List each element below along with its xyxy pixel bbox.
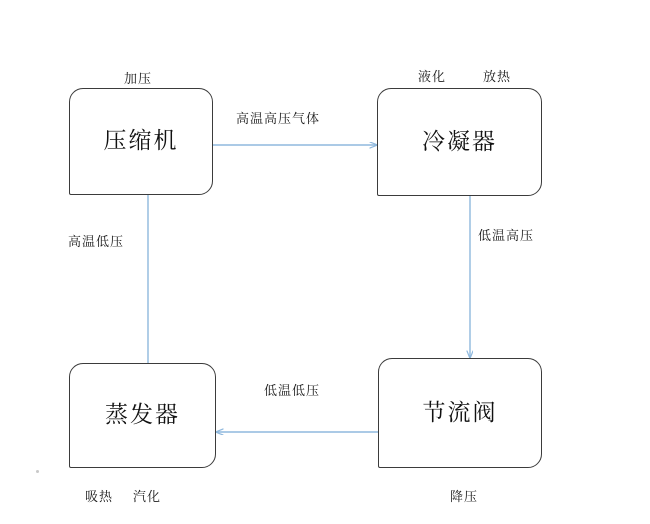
- caption-evaporator-vaporize: 汽化: [133, 490, 162, 505]
- caption-throttle-depressurize: 降压: [450, 490, 479, 505]
- node-throttle[interactable]: [378, 358, 542, 468]
- edge-label-condenser-to-throttle: 低温高压: [478, 229, 535, 244]
- image-speck: [36, 470, 39, 473]
- caption-condenser-release-heat: 放热: [483, 70, 512, 85]
- caption-evaporator-absorb-heat: 吸热: [85, 490, 114, 505]
- node-compressor-label: 压缩机: [103, 128, 179, 154]
- node-condenser-label: 冷凝器: [422, 128, 497, 155]
- node-condenser[interactable]: [377, 88, 542, 196]
- node-evaporator[interactable]: [69, 363, 216, 468]
- edge-label-throttle-to-evaporator: 低温低压: [264, 384, 321, 399]
- caption-compressor: 加压: [124, 72, 153, 87]
- edge-label-evaporator-to-compressor: 高温低压: [68, 235, 125, 250]
- node-throttle-label: 节流阀: [422, 399, 498, 426]
- node-evaporator-label: 蒸发器: [105, 402, 180, 428]
- edge-label-compressor-to-condenser: 高温高压气体: [236, 112, 321, 127]
- caption-condenser-liquefy: 液化: [418, 70, 447, 85]
- node-compressor[interactable]: [69, 88, 213, 195]
